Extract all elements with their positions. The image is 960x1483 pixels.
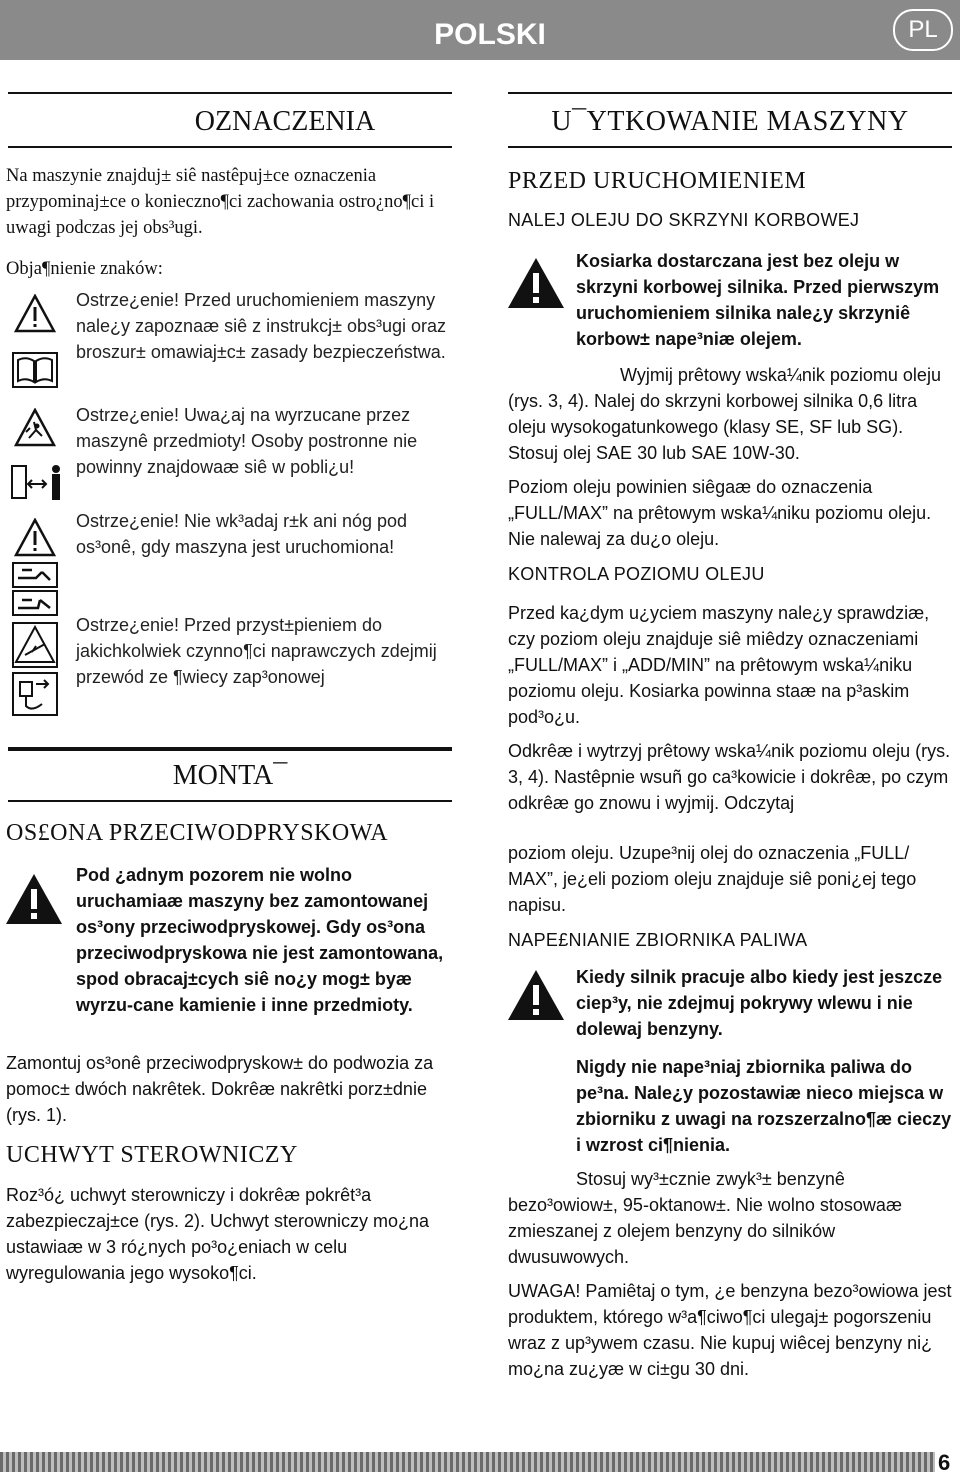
przed-heading: PRZED URUCHOMIENIEM [508,168,807,194]
thrown-objects-icon [14,408,56,448]
paliwo-warning-1: Kiedy silnik pracuje albo kiedy jest jeszcze ciep³y, nie zdejmuj pokrywy wlewu i nie dolewaj benzyny. [576,967,943,1039]
spark-plug-icon [12,672,58,716]
warning-1-text: Ostrze¿enie! Przed uruchomieniem maszyny nale¿y zapoznaæ siê z instrukcj± obs³ugi oraz broszur± omawiaj±c± zasady bezpieczeństwa. [76,290,447,362]
top-rule-left [8,92,452,94]
nalej-heading: NALEJ OLEJU DO SKRZYNI KORBOWEJ [508,210,860,230]
manual-book-icon [12,352,58,388]
footer-bar [0,1452,935,1472]
intro-text: Na maszynie znajduj± siê nastêpuj±ce oznaczenia przypominaj±ce o konieczno¶ci zachowania ostro¿no¶ci i uwagi podczas jej obs³ugi. [6,166,435,238]
warning-4-text: Ostrze¿enie! Przed przyst±pieniem do jakichkolwiek czynno¶ci naprawczych zdejmij przewód ze ¶wiecy zap³onowej [76,615,437,687]
keep-distance-icon [10,462,66,502]
kontrola-paragraph-2a: Odkrêæ i wytrzyj prêtowy wska¼nik poziomu oleju (rys. 3, 4). Nastêpnie wsuñ go ca³kowicie i dokrêæ, po czym odkrêæ go znowu i wyjmij. Odczytaj [508,741,951,813]
oslona-heading: OS£ONA PRZECIWODPRYSKOWA [6,820,389,846]
nalej-paragraph-2: Poziom oleju powinien siêgaæ do oznaczenia „FULL/MAX” na prêtowym wska¼niku poziomu oleju. Nie nalewaj za du¿o oleju. [508,477,932,549]
warning-triangle-icon [14,518,56,558]
hand-blade-icon [12,562,58,588]
oslona-text: Zamontuj os³onê przeciwodpryskow± do podwozia za pomoc± dwóch nakrêtek. Dokrêæ nakrêtki porz±dnie (rys. 1). [6,1053,434,1125]
warning-triangle-filled-icon [506,256,566,310]
napelnianie-heading: NAPE£NIANIE ZBIORNIKA PALIWA [508,930,808,950]
language-badge: PL [893,9,953,51]
kontrola-heading: KONTROLA POZIOMU OLEJU [508,564,765,584]
montaz-heading: MONTA¯ [172,760,288,791]
uzytkowanie-rule [508,146,952,148]
paliwo-paragraph-1: Stosuj wy³±cznie zwyk³± benzynê bezo³owiow±, 95-oktanow±. Nie wolno stosowaæ zmieszanej z olejem benzyny do silników dwusuwowych. [508,1169,902,1267]
kontrola-paragraph-1: Przed ka¿dym u¿yciem maszyny nale¿y sprawdziæ, czy poziom oleju znajduje siê miêdzy oznaczeniami „FULL/MAX” i „ADD/MIN” na prêtowym wska¼niku poziomu oleju. Kosiarka powinna staæ na p³askim pod³o¿u. [508,603,930,727]
language-title: POLSKI [434,18,546,51]
montaz-bottom-rule [8,800,452,802]
uzytkowanie-heading: U¯YTKOWANIE MASZYNY [551,106,909,137]
uchwyt-text: Roz³ó¿ uchwyt sterowniczy i dokrêæ pokrêt³a zabezpieczaj±ce (rys. 2). Uchwyt sterowniczy mo¿na ustawiaæ w 3 ró¿nych po³o¿eniach w celu wyregulowania jego wysoko¶ci. [6,1185,430,1283]
paliwo-paragraph-2: UWAGA! Pamiêtaj o tym, ¿e benzyna bezo³owiowa jest produktem, którego w³a¶ciwo¶ci ulegaj± pogorszeniu wraz z up³ywem czasu. Nie kupuj wiêcej benzyny ni¿ mo¿na zu¿yæ w ci±gu 30 dni. [508,1281,952,1379]
page-number: 6 [938,1450,951,1475]
cutting-warning-icon [12,622,58,668]
paliwo-warning-2: Nigdy nie nape³niaj zbiornika paliwa do pe³na. Nale¿y pozostawiæ nieco miejsca w zbiorniku z uwagi na rozszerzalno¶æ cieczy i wzrost ci¶nienia. [576,1057,952,1155]
oslona-warning-text: Pod ¿adnym pozorem nie wolno uruchamiaæ maszyny bez zamontowanej os³ony przeciwodpryskowej. Gdy os³ona przeciwodpryskowa nie jest zamontowana, spod obracaj±cych siê no¿y mog± byæ wyrzu-cane kamienie i inne przedmioty. [76,865,444,1015]
oznaczenia-rule [8,146,452,148]
warning-3-text: Ostrze¿enie! Nie wk³adaj r±k ani nóg pod os³onê, gdy maszyna jest uruchomiona! [76,511,408,557]
montaz-top-rule [8,747,452,751]
top-rule-right [508,92,952,94]
warning-2-text: Ostrze¿enie! Uwa¿aj na wyrzucane przez maszynê przedmioty! Osoby postronne nie powinny znajdowaæ siê w pobli¿u! [76,405,418,477]
kontrola-paragraph-2b: poziom oleju. Uzupe³nij olej do oznaczenia „FULL/ MAX”, je¿eli poziom oleju znajduje siê poni¿ej tego napisu. [508,843,917,915]
warning-triangle-filled-icon [506,968,566,1022]
foot-blade-icon [12,590,58,616]
warning-triangle-icon [14,294,56,334]
nalej-paragraph-1: Wyjmij prêtowy wska¼nik poziomu oleju (rys. 3, 4). Nalej do skrzyni korbowej silnika 0,6 litra oleju wysokogatunkowego (klasy SE, SF lub SG). Stosuj olej SAE 30 lub SAE 10W-30. [508,365,941,463]
warning-triangle-filled-icon [4,872,64,926]
uchwyt-heading: UCHWYT STEROWNICZY [6,1142,298,1168]
oznaczenia-heading: OZNACZENIA [194,106,376,137]
nalej-warning-text: Kosiarka dostarczana jest bez oleju w skrzyni korbowej silnika. Przed pierwszym uruchomieniem silnika nale¿y skrzyniê korbow± nape³niæ olejem. [576,251,940,349]
legend-label: Obja¶nienie znaków: [6,259,163,279]
